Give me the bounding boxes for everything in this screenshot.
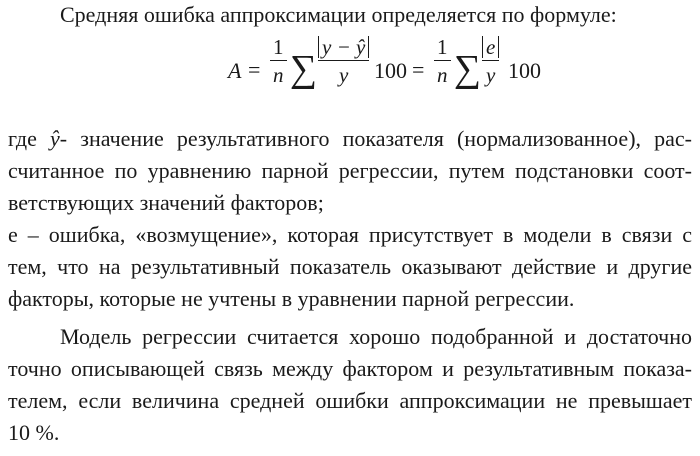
heading-text: Средняя ошибка аппроксимации определяется по формуле:	[60, 2, 617, 27]
para3-line4: 10 %.	[8, 420, 60, 445]
approximation-error-formula	[228, 32, 648, 112]
y-hat-symbol: ŷ	[50, 126, 60, 151]
para1-line1: где ŷ- значение результативного показателя (нормализованное), рас-	[8, 126, 693, 151]
formula-lhs: A	[228, 58, 242, 83]
para3-line2: точно описывающей связь между фактором и результативным показа-	[8, 356, 692, 381]
para1-line2: считанное по уравнению парной регрессии, путем подстановки соот-	[8, 158, 692, 183]
formula-fraction-1-over-n-first: 1 n	[270, 36, 287, 86]
para3-line3: телем, если величина средней ошибки аппроксимации не превышает	[8, 388, 692, 413]
formula-equals-1: =	[248, 57, 261, 82]
formula-fraction-1-over-n-second: 1 n	[434, 36, 451, 86]
formula-equals-2: =	[412, 57, 425, 82]
formula-fraction-abs-e-over-y: e y	[482, 36, 499, 86]
formula-hundred-second: 100	[508, 58, 541, 83]
formula-sum-symbol-second: ∑	[454, 48, 482, 90]
para2-line1: е – ошибка, «возмущение», которая присутствует в модели в связи с	[8, 222, 692, 247]
para2-line3: факторы, которые не учтены в уравнении парной регрессии.	[8, 286, 575, 311]
formula-sum-symbol-first: ∑	[290, 48, 318, 90]
formula-hundred-first: 100	[374, 58, 407, 83]
para3-line1: Модель регрессии считается хорошо подобранной и достаточно	[60, 324, 692, 349]
para2-line2: тем, что на результативный показатель оказывают действие и другие	[8, 254, 692, 279]
formula-fraction-abs-diff-over-y: y − ŷ y	[318, 36, 369, 86]
para1-line3: ветствующих значений факторов;	[8, 190, 324, 215]
